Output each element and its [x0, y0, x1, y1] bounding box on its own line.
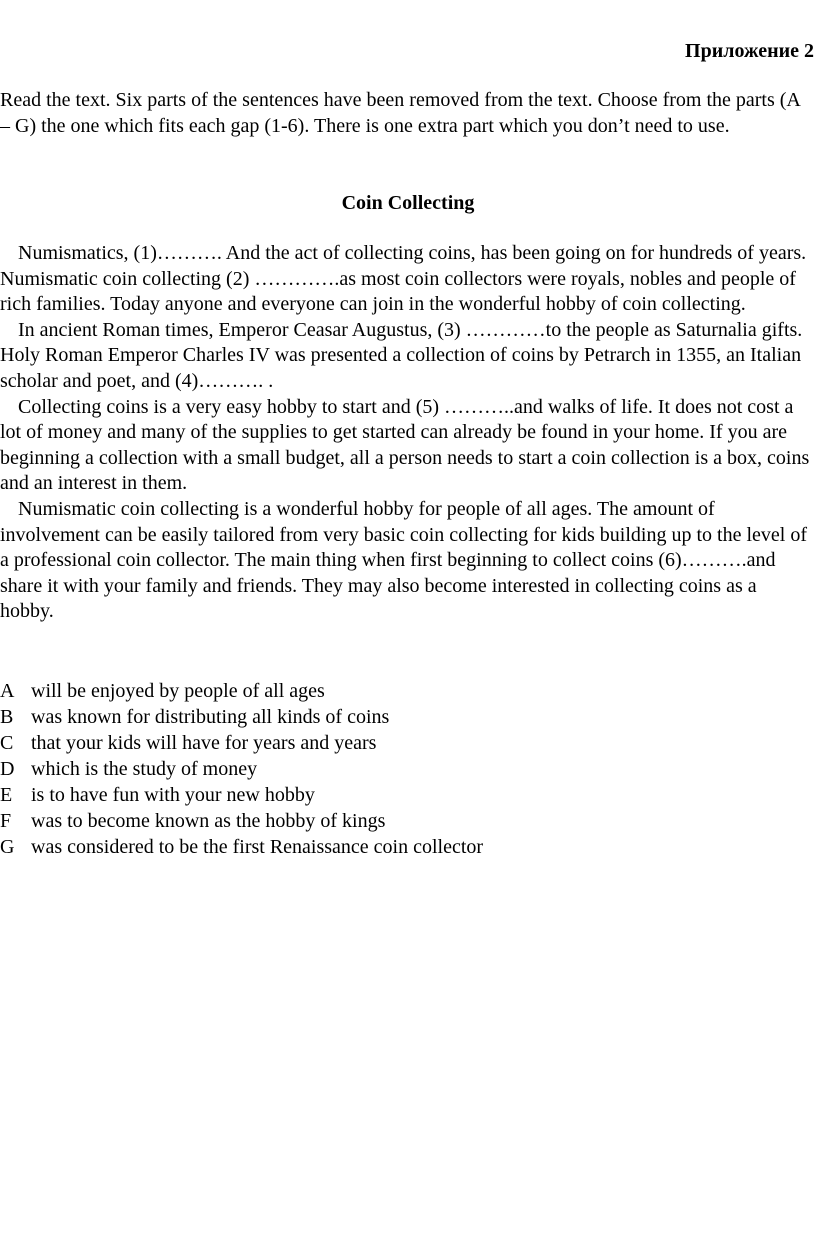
option-letter: A [0, 680, 15, 702]
task-instructions: Read the text. Six parts of the sentences have been removed from the text. Choose from the parts (A – G) the one which fits each gap (1-6). There is one extra part which you don’t need to use. [0, 89, 800, 137]
paragraph: In ancient Roman times, Emperor Ceasar Augustus, (3) …………to the people as Saturnalia gifts. Holy Roman Emperor Charles IV was presented a collection of coins by Petrarch in 1355, an Italian scholar and poet, and (4)………. . [0, 318, 803, 392]
appendix-label: Приложение 2 [685, 40, 814, 62]
answer-option [0, 678, 800, 704]
option-text: was to become known as the hobby of kings [31, 810, 386, 832]
answer-option [0, 782, 800, 808]
option-text: that your kids will have for years and years [31, 732, 377, 754]
option-letter: G [0, 836, 15, 858]
option-text: is to have fun with your new hobby [31, 784, 315, 806]
answer-option [0, 756, 800, 782]
text-title: Coin Collecting [341, 192, 475, 214]
option-text: which is the study of money [31, 758, 258, 780]
paragraph: Numismatics, (1)………. And the act of collecting coins, has been going on for hundreds of years. Numismatic coin collecting (2) ………….as most coin collectors were royals, nobles and people of rich families. Today anyone and everyone can join in the wonderful hobby of coin collecting. [0, 242, 807, 316]
paragraph: Numismatic coin collecting is a wonderful hobby for people of all ages. The amount of involvement can be easily tailored from very basic coin collecting for kids building up to the level of a professional coin collector. The main thing when first beginning to collect coins (6)……….and share it with your family and friends. They may also become interested in collecting coins as a hobby. [0, 497, 807, 623]
reading-text [0, 241, 812, 625]
answer-option [0, 730, 800, 756]
option-text: was known for distributing all kinds of coins [31, 706, 390, 728]
answer-options-list [0, 678, 800, 860]
answer-option [0, 704, 800, 730]
option-letter: C [0, 732, 14, 754]
answer-option [0, 808, 800, 834]
option-letter: D [0, 758, 15, 780]
option-text: will be enjoyed by people of all ages [31, 680, 325, 702]
option-text: was considered to be the first Renaissance coin collector [31, 836, 484, 858]
option-letter: F [0, 810, 12, 832]
option-letter: B [0, 706, 14, 728]
answer-option [0, 834, 800, 860]
paragraph: Collecting coins is a very easy hobby to start and (5) ………..and walks of life. It does not cost a lot of money and many of the supplies to get started can already be found in your home. If you are beginning a collection with a small budget, all a person needs to start a coin collection is a box, coins and an interest in them. [0, 395, 810, 495]
option-letter: E [0, 784, 13, 806]
